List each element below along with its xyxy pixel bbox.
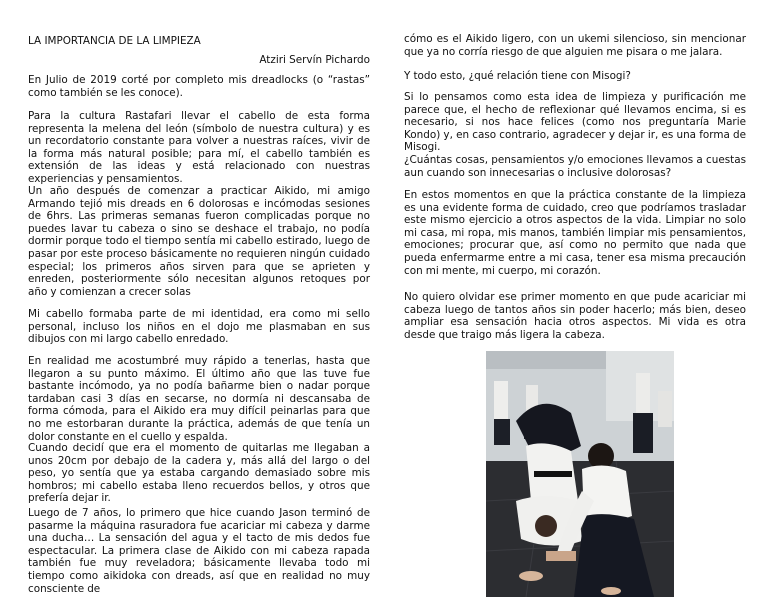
paragraph-punto-maximo: En realidad me acostumbré muy rápido a tenerlas, hasta que llegaron a su punto máximo. El último año que las tuve fue bastante incómodo, ya no podía bañarme bien o nadar porque tardaban casi 3 días en secarse, no dormía ni descansaba de forma cómoda, para el Aikido era muy difícil peinarlas para que no me estorbaran durante la práctica, además de que tenía un dolor constante en el cuello y espalda. — [28, 355, 370, 443]
paragraph-misogi-question: Y todo esto, ¿qué relación tiene con Misogi? — [404, 70, 631, 82]
aikido-throw-illustration — [486, 351, 674, 597]
paragraph-armando: Un año después de comenzar a practicar Aikido, mi amigo Armando tejió mis dreads en 6 dolorosas e incómodas sesiones de 6hrs. Las primeras semanas fueron complicadas porque no puedes lavar tu cabeza o sino se deshace el trabajo, no podía dormir porque todo el tiempo sentía mi cabello estirado, luego de pasar por este proceso básicamente no requieren ningún cuidado especial; los primeros años sirven para que se aprieten y enreden, posteriormente sólo necesitan algunos retoques por año y comienzan a crecer solas — [28, 185, 370, 298]
paragraph-primer-momento: No quiero olvidar ese primer momento en que pude acariciar mi cabeza luego de tantos años sin poder hacerlo; más bien, deseo ampliar esa sensación hacia otros aspectos. Mi vida es otra desde que traigo más ligera la cabeza. — [404, 291, 746, 341]
aikido-photo — [486, 351, 674, 597]
paragraph-cuantas-cosas: ¿Cuántas cosas, pensamientos y/o emociones llevamos a cuestas aun cuando son innecesarias o inclusive dolorosas? — [404, 154, 746, 179]
article-title: LA IMPORTANCIA DE LA LIMPIEZA — [28, 35, 201, 47]
paragraph-rastafari: Para la cultura Rastafari llevar el cabello de esta forma representa la melena del león (símbolo de nuestra cultura) y es un recordatorio constante para volver a nuestras raíces, vivir de la forma más natural posible; para mí, el cabello también es extensión de las ideas y está relacionado con nuestras experiencias y pensamientos. — [28, 110, 370, 185]
paragraph-practica-constante: En estos momentos en que la práctica constante de la limpieza es una evidente forma de cuidado, creo que podríamos trasladar este mismo ejercicio a otros aspectos de la vida. Limpiar no solo mi casa, mi ropa, mis manos, también limpiar mis pensamientos, emociones; procurar que, así como no permito que nada que pueda enfermarme entre a mi casa, tener esa misma precaución con mi mente, mi cuerpo, mi corazón. — [404, 189, 746, 277]
paragraph-dreadlocks-cut: En Julio de 2019 corté por completo mis dreadlocks (o “rastas” como también se les conoce). — [28, 74, 370, 99]
paragraph-siete-anos: Luego de 7 años, lo primero que hice cuando Jason terminó de pasarme la máquina rasuradora fue acariciar mi cabeza y darme una ducha… La sensación del agua y el tacto de mis dedos fue espectacular. La primera clase de Aikido con mi cabeza rapada también fue muy reveladora; básicamente llevaba todo mi tiempo como aikidoka con dreads, así que en realidad no muy consciente de — [28, 507, 370, 595]
paragraph-limpieza-purificacion: Si lo pensamos como esta idea de limpieza y purificación me parece que, el hecho de reflexionar qué llevamos encima, si es necesario, si nos hace felices (como nos preguntaría Marie Kondo) y, en caso contrario, agradecer y dejar ir, es una forma de Misogi. — [404, 91, 746, 154]
article-author: Atziri Servín Pichardo — [259, 54, 370, 66]
paragraph-decision: Cuando decidí que era el momento de quitarlas me llegaban a unos 20cm por debajo de la cadera y, más allá del largo o del peso, yo sentía que ya estaba cargando demasiado sobre mis hombros; mi cabello estaba lleno recuerdos bellos, y otros que prefería dejar ir. — [28, 442, 370, 505]
paragraph-identity: Mi cabello formaba parte de mi identidad, era como mi sello personal, incluso los niños en el dojo me plasmaban en sus dibujos con mi largo cabello enredado. — [28, 308, 370, 346]
paragraph-aikido-ligero: cómo es el Aikido ligero, con un ukemi silencioso, sin mencionar que ya no corría riesgo de que alguien me pisara o me jalara. — [404, 33, 746, 58]
